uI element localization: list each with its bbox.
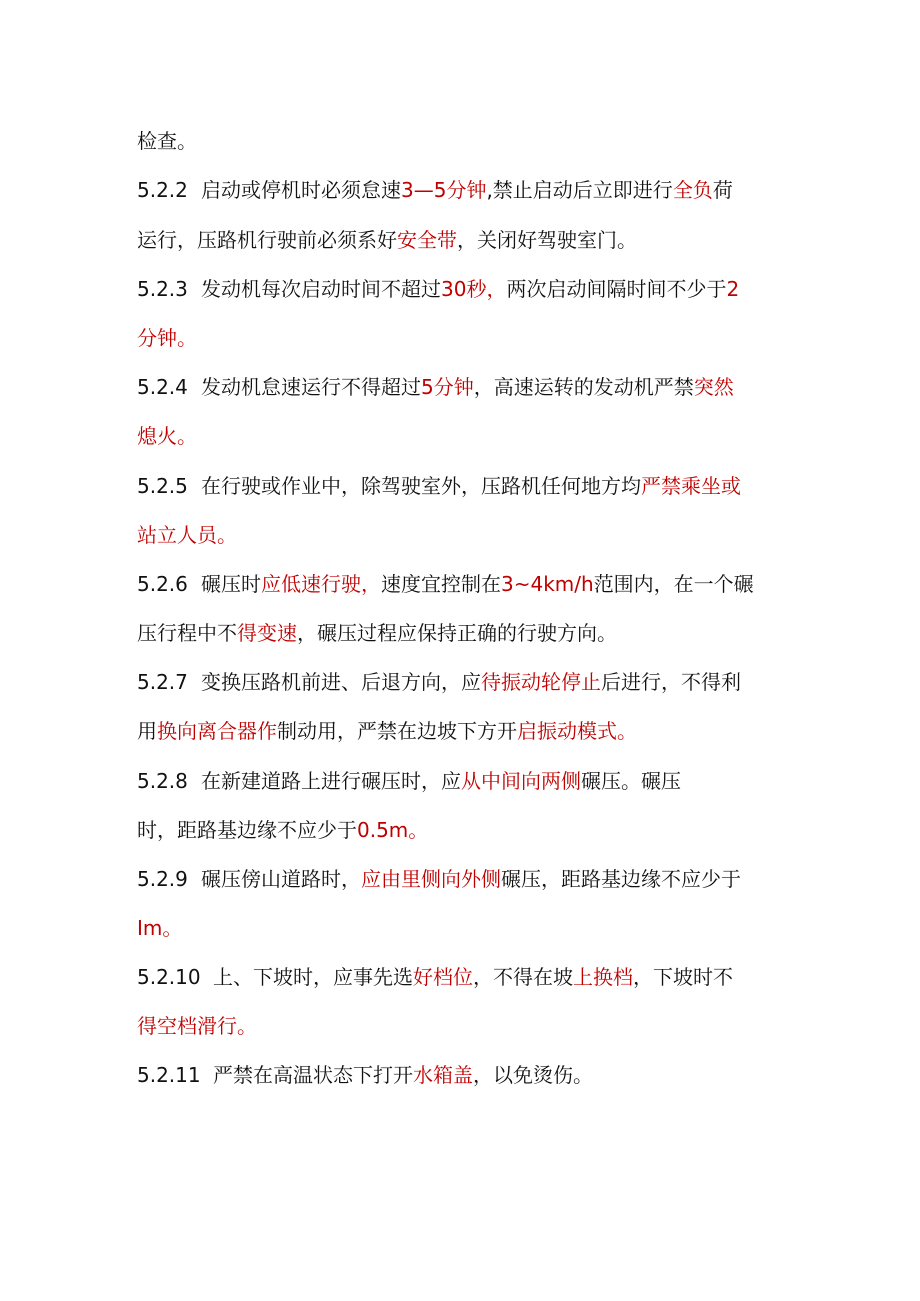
clause-number: 5.2.4 <box>137 375 188 399</box>
text-segment: 制动用，严禁在边坡下方开 <box>277 719 517 743</box>
text-line <box>137 711 637 751</box>
text-segment: 范围内，在一个碾 <box>593 572 754 596</box>
text-line <box>137 1006 257 1046</box>
highlight-segment: 30秒， <box>441 277 507 301</box>
clause-5-2-6 <box>137 564 754 604</box>
highlight-segment: Im。 <box>137 916 183 940</box>
clause-number: 5.2.2 <box>137 178 188 202</box>
highlight-segment: 突然 <box>693 375 734 399</box>
text-segment: 上、下坡时，应事先选 <box>213 965 413 989</box>
text-segment: 在新建道路上进行碾压时，应 <box>201 769 461 793</box>
text-segment: 用 <box>137 719 157 743</box>
highlight-segment: 全负 <box>672 178 713 202</box>
clause-5-2-4 <box>137 367 734 407</box>
text-segment: ，以免烫伤。 <box>473 1063 593 1087</box>
text-line <box>137 908 182 948</box>
highlight-segment: 应低速行驶， <box>261 572 381 596</box>
clause-5-2-2 <box>137 170 733 210</box>
text-segment: 启动或停机时必须怠速 <box>201 178 401 202</box>
highlight-segment: 得空档滑行。 <box>137 1014 257 1038</box>
clause-number: 5.2.5 <box>137 474 188 498</box>
text-segment: 运行，压路机行驶前必须系好 <box>137 228 397 252</box>
clause-number: 5.2.8 <box>137 769 188 793</box>
text-line <box>137 416 197 456</box>
text-line <box>137 318 197 358</box>
clause-5-2-8 <box>137 761 681 801</box>
text-segment: ,禁止启动后立即进行 <box>486 178 673 202</box>
clause-5-2-7 <box>137 662 741 702</box>
clause-number: 5.2.7 <box>137 670 188 694</box>
highlight-segment: 应由里侧向外侧 <box>361 867 501 891</box>
highlight-segment: 5分钟 <box>421 375 474 399</box>
highlight-segment: 2 <box>726 277 740 301</box>
clause-number: 5.2.9 <box>137 867 188 891</box>
text-line <box>137 810 428 850</box>
text-segment: 严禁在高温状态下打开 <box>213 1063 413 1087</box>
text-segment: ，关闭好驾驶室门。 <box>457 228 637 252</box>
text-segment: 发动机每次启动时间不超过 <box>201 277 441 301</box>
highlight-segment: 分钟。 <box>137 326 197 350</box>
text-segment: 两次启动间隔时间不少于 <box>506 277 727 301</box>
text-segment: ，下坡时不 <box>633 965 733 989</box>
highlight-segment: 3~4km/h <box>501 572 594 596</box>
text-segment: ，不得在坡 <box>473 965 573 989</box>
highlight-segment: 启振动模式。 <box>517 719 637 743</box>
text-segment: 时，距路基边缘不应少于 <box>137 818 357 842</box>
clause-number: 5.2.11 <box>137 1063 201 1087</box>
highlight-segment: 换向离合器作 <box>157 719 277 743</box>
highlight-segment: 水箱盖 <box>413 1063 473 1087</box>
text-segment: 碾压。碾压 <box>581 769 681 793</box>
highlight-segment: 从中间向两侧 <box>461 769 581 793</box>
text-segment: 变换压路机前进、后退方向，应 <box>201 670 481 694</box>
text-segment: 检查。 <box>137 129 197 153</box>
highlight-segment: 严禁乘 <box>641 474 701 498</box>
text-segment: 后进行，不得利 <box>601 670 741 694</box>
clause-5-2-5 <box>137 466 741 506</box>
clause-number: 5.2.6 <box>137 572 188 596</box>
text-segment: ，碾压过程应保持正确的行驶方向。 <box>297 621 617 645</box>
text-segment: 荷 <box>712 178 733 202</box>
text-segment: 碾压，距路基边缘不应少于 <box>501 867 741 891</box>
highlight-segment: 安全带 <box>397 228 457 252</box>
highlight-segment: 熄火。 <box>137 424 197 448</box>
text-segment: 碾压时 <box>201 572 261 596</box>
clause-5-2-11 <box>137 1055 593 1095</box>
highlight-segment: 0.5m。 <box>357 818 429 842</box>
clause-5-2-3 <box>137 269 739 309</box>
text-line <box>137 220 637 260</box>
text-segment: 碾压傍山道路时， <box>201 867 361 891</box>
text-segment: 发动机怠速运行不得超过 <box>201 375 421 399</box>
text-segment: 压行程中不 <box>137 621 237 645</box>
text-segment: 在行驶或作业中，除驾驶室外，压路机任何地方均 <box>201 474 641 498</box>
text-segment: ，高速运转的发动机严禁 <box>473 375 694 399</box>
text-line <box>137 515 237 555</box>
clause-number: 5.2.10 <box>137 965 201 989</box>
highlight-segment: 得变速 <box>237 621 297 645</box>
text-segment: 速度宜控制在 <box>381 572 501 596</box>
clause-5-2-10 <box>137 957 733 997</box>
text-line <box>137 121 197 161</box>
highlight-segment: 待振动轮停止 <box>481 670 601 694</box>
clause-5-2-9 <box>137 859 741 899</box>
text-line <box>137 613 617 653</box>
highlight-segment: 3—5分钟 <box>401 178 487 202</box>
clause-number: 5.2.3 <box>137 277 188 301</box>
highlight-segment: 上换档 <box>573 965 633 989</box>
highlight-segment: 坐或 <box>701 474 741 498</box>
highlight-segment: 站立人员。 <box>137 523 237 547</box>
highlight-segment: 好档位 <box>413 965 473 989</box>
